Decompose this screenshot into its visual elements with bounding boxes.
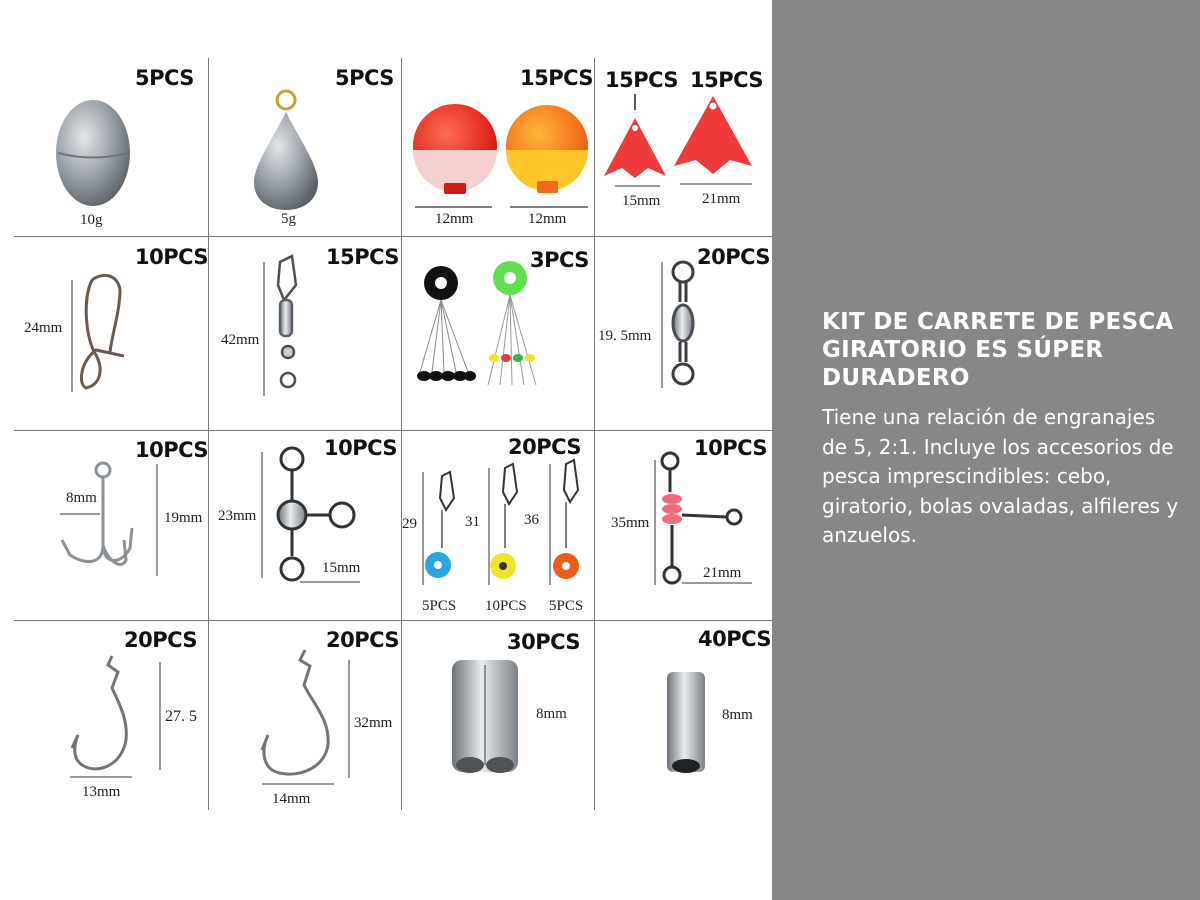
barrel-swivel-image [662,262,693,388]
item-count: 10PCS [135,438,209,462]
dimension-label: 21mm [702,191,741,207]
dimension-label: 32mm [354,715,393,731]
snap-clip-image [72,275,124,392]
dimension-label: 8mm [722,707,753,723]
dimension-label: 15mm [322,560,361,576]
item-count: 10PCS [694,436,768,460]
dimension-label: 12mm [528,211,567,227]
item-count: 20PCS [697,245,771,269]
dimension-label: 13mm [82,784,121,800]
treble-hook-image [60,463,157,576]
dimension-label: 8mm [536,706,567,722]
dimension-label: 36 [524,512,539,528]
item-count: 20PCS [124,628,198,652]
item-count: 5PCS [335,66,394,90]
bead-snap-swivels-image [423,460,579,585]
item-count: 15PCS [326,245,400,269]
dimension-label: 15mm [622,193,661,209]
item-count: 10PCS [324,436,398,460]
dimension-label: 27. 5 [165,708,197,725]
snap-swivel-image [264,256,296,396]
single-crimp-tube-image [667,672,705,773]
dimension-label: 35mm [611,515,650,531]
dimension-label: 29 [402,516,417,532]
dimension-label: 5PCS [422,598,457,614]
item-count: 15PCS [690,68,764,92]
dimension-label: 12mm [435,211,474,227]
item-count: 15PCS [605,68,679,92]
item-count: 30PCS [507,630,581,654]
item-count: 3PCS [530,248,589,272]
dimension-label: 42mm [221,332,260,348]
dimension-label: 24mm [24,320,63,336]
dimension-label: 10g [80,212,103,228]
round-floats-image [413,104,588,207]
description-panel [772,0,1200,900]
bobber-stoppers-image [417,261,536,385]
dimension-label: 19mm [164,510,203,526]
dimension-label: 21mm [703,565,742,581]
dimension-label: 5g [281,211,296,227]
triangle-baits-image [604,94,752,186]
item-count: 10PCS [135,245,209,269]
double-crimp-sleeve-image [452,660,518,773]
dimension-label: 14mm [272,791,311,807]
dimension-label: 23mm [218,508,257,524]
item-count: 5PCS [135,66,194,90]
item-count: 15PCS [520,66,594,90]
oval-sinker-image [56,100,130,206]
panel-title: KIT DE CARRETE DE PESCA GIRATORIO ES SÚPER DURADERO [822,309,1174,391]
item-count: 20PCS [326,628,400,652]
teardrop-sinker-image [254,91,318,210]
dimension-label: 5PCS [549,598,584,614]
worm-hook-large-image [262,650,349,784]
item-count: 40PCS [698,627,772,651]
panel-description: Tiene una relación de engranajes de 5, 2:1. Incluye los accesorios de pesca imprescindibles: cebo, giratorio, bolas ovaladas, alfileres y anzuelos. [822,405,1179,547]
dimension-label: 19. 5mm [598,328,652,344]
item-count: 20PCS [508,435,582,459]
dimension-label: 10PCS [485,598,527,614]
dimension-label: 8mm [66,490,97,506]
worm-hook-small-image [70,656,160,777]
dimension-label: 31 [465,514,480,530]
